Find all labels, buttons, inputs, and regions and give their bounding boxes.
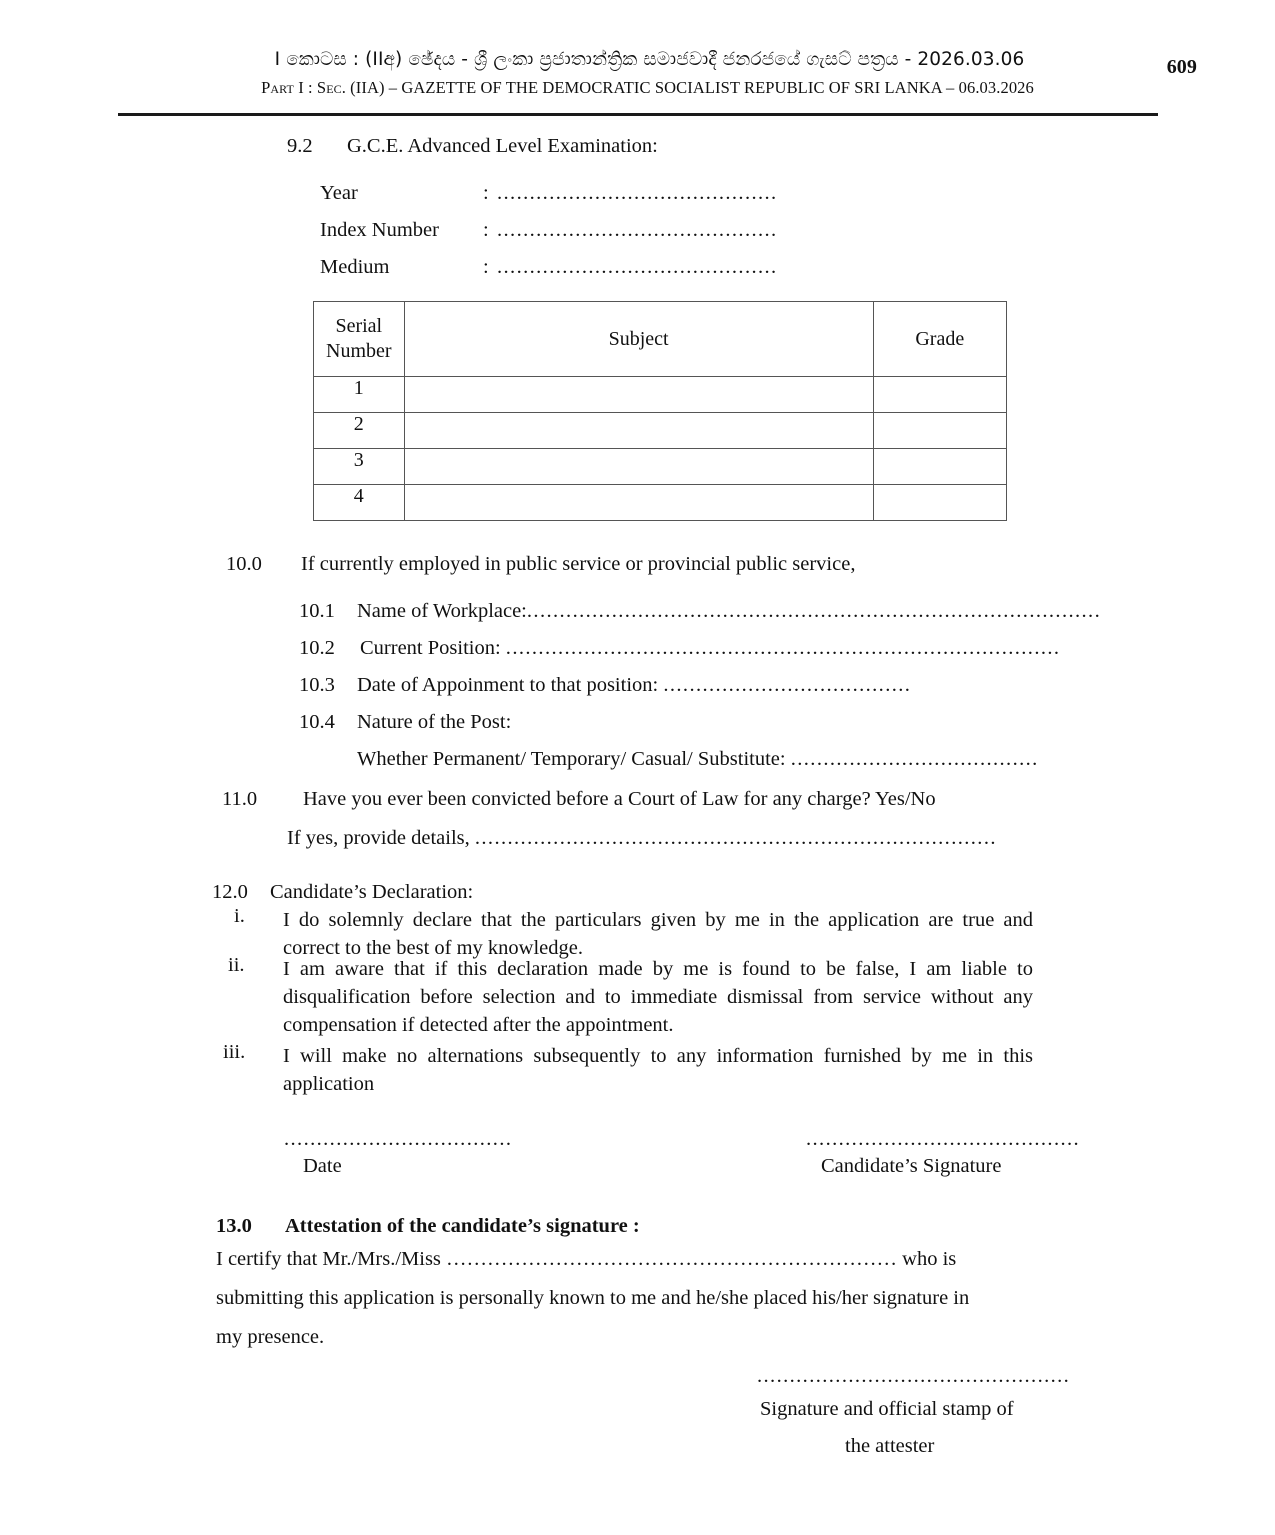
attestation-line-2: submitting this application is personally known to me and he/she placed his/her signature in bbox=[216, 1287, 970, 1309]
item-10-1-number: 10.1 bbox=[299, 600, 335, 622]
field-medium-label: Medium bbox=[320, 256, 390, 278]
header-divider bbox=[118, 113, 1158, 116]
section-13-title: Attestation of the candidate’s signature : bbox=[285, 1215, 640, 1237]
field-index-number-colon: : bbox=[483, 219, 489, 241]
table-cell-grade[interactable] bbox=[873, 377, 1006, 413]
table-cell-subject[interactable] bbox=[404, 449, 873, 485]
date-dotted-line[interactable]: ................................... bbox=[284, 1128, 513, 1150]
table-cell-grade[interactable] bbox=[873, 413, 1006, 449]
header-sinhala-line bbox=[0, 48, 1275, 78]
table-row bbox=[314, 449, 1007, 485]
table-body bbox=[314, 377, 1007, 521]
table-header-row bbox=[314, 302, 1007, 377]
table-cell-subject[interactable] bbox=[404, 413, 873, 449]
table-row bbox=[314, 413, 1007, 449]
section-11-followup-dots[interactable]: ................................................................................ bbox=[474, 827, 997, 849]
table-header-grade: Grade bbox=[873, 302, 1006, 377]
item-10-2-text: Current Position: bbox=[360, 637, 506, 659]
table-cell-serial: 2 bbox=[314, 413, 405, 449]
section-11-followup bbox=[287, 828, 997, 849]
table-cell-serial: 1 bbox=[314, 377, 405, 413]
candidate-signature-label: Candidate’s Signature bbox=[821, 1155, 1002, 1177]
table-row bbox=[314, 485, 1007, 521]
item-10-2-number: 10.2 bbox=[299, 637, 335, 659]
item-10-1-label bbox=[357, 601, 1101, 622]
field-medium-dots[interactable]: ........................................... bbox=[497, 256, 778, 278]
item-10-3-label bbox=[357, 675, 911, 696]
section-11-question: Have you ever been convicted before a Court of Law for any charge? Yes/No bbox=[303, 788, 936, 810]
field-index-number-dots[interactable]: ........................................... bbox=[497, 219, 778, 241]
table-header-subject: Subject bbox=[404, 302, 873, 377]
table-header-serial-number bbox=[314, 302, 405, 377]
table-cell-subject[interactable] bbox=[404, 377, 873, 413]
section-11-number: 11.0 bbox=[222, 788, 258, 810]
attester-label-line1: Signature and official stamp of bbox=[760, 1398, 1014, 1420]
attestation-certify-suffix: who is bbox=[897, 1248, 957, 1270]
table-row bbox=[314, 377, 1007, 413]
table-cell-serial: 4 bbox=[314, 485, 405, 521]
item-10-3-number: 10.3 bbox=[299, 674, 335, 696]
table-header-serial-line2: Number bbox=[326, 340, 392, 362]
field-medium-colon: : bbox=[483, 256, 489, 278]
item-10-2-label bbox=[360, 638, 1060, 659]
item-10-4-nature-dots[interactable]: ...................................... bbox=[790, 748, 1039, 770]
table-cell-grade[interactable] bbox=[873, 449, 1006, 485]
attestation-line-3: my presence. bbox=[216, 1326, 325, 1348]
declaration-item-i-marker: i. bbox=[234, 905, 245, 927]
declaration-item-ii-marker: ii. bbox=[228, 954, 245, 976]
table-cell-grade[interactable] bbox=[873, 485, 1006, 521]
item-10-1-dots[interactable]: ........................................................................................ bbox=[526, 600, 1102, 622]
section-10-title: If currently employed in public service or provincial public service, bbox=[301, 553, 856, 575]
field-index-number-label: Index Number bbox=[320, 219, 439, 241]
item-10-4-nature-line bbox=[357, 749, 1039, 770]
table-header-serial-line1: Serial bbox=[335, 315, 383, 337]
attestation-certify-prefix: I certify that Mr./Mrs./Miss bbox=[216, 1248, 447, 1270]
table-cell-serial: 3 bbox=[314, 449, 405, 485]
field-year-colon: : bbox=[483, 182, 489, 204]
section-12-title: Candidate’s Declaration: bbox=[270, 881, 474, 903]
attestation-certify-dots[interactable]: ………………………………………………………… bbox=[446, 1248, 898, 1270]
declaration-item-i-text: I do solemnly declare that the particulars given by me in the application are true and correct to the best of my knowledge. bbox=[283, 909, 1033, 959]
item-10-4-number: 10.4 bbox=[299, 711, 335, 733]
table-cell-subject[interactable] bbox=[404, 485, 873, 521]
section-12-number: 12.0 bbox=[212, 881, 248, 903]
section-11-followup-text: If yes, provide details, bbox=[287, 827, 475, 849]
declaration-item-ii-text: I am aware that if this declaration made by me is found to be false, I am liable to disqualification before selection and to immediate dismissal from service without any compensation if detected after the appointment. bbox=[283, 958, 1033, 1036]
declaration-item-iii-marker: iii. bbox=[223, 1041, 246, 1063]
field-year-dots[interactable]: ........................................... bbox=[497, 182, 778, 204]
declaration-item-iii-text: I will make no alternations subsequently to any information furnished by me in this application bbox=[283, 1045, 1033, 1095]
item-10-3-text: Date of Appoinment to that position: bbox=[357, 674, 664, 696]
field-year-label: Year bbox=[320, 182, 358, 204]
page-number: 609 bbox=[1166, 56, 1197, 78]
section-10-number: 10.0 bbox=[226, 553, 262, 575]
header-english-line: Part I : Sec. (IIA) – GAZETTE OF THE DEMOCRATIC SOCIALIST REPUBLIC OF SRI LANKA – 06.03.2026 bbox=[261, 78, 1034, 97]
header-sinhala-text: I කොටස : (IIඅ) ඡේදය - ශ්‍රී ලංකා ප්‍රජාතාන්ත්‍රික සමාජවාදී ජනරජයේ ගැසට් පත්‍රය - 2026.03.06 bbox=[274, 49, 1025, 70]
table-head bbox=[314, 302, 1007, 377]
item-10-4-nature-text: Whether Permanent/ Temporary/ Casual/ Substitute: bbox=[357, 748, 791, 770]
attestation-line-1 bbox=[216, 1249, 956, 1270]
item-10-3-dots[interactable]: ...................................... bbox=[663, 674, 912, 696]
al-subjects-table bbox=[313, 301, 1007, 521]
section-13-number: 13.0 bbox=[216, 1215, 252, 1237]
item-10-2-dots[interactable]: ..................................................................................... bbox=[505, 637, 1061, 659]
item-10-4-label: Nature of the Post: bbox=[357, 711, 512, 733]
section-9-2-title: G.C.E. Advanced Level Examination: bbox=[347, 135, 658, 157]
section-9-2-number: 9.2 bbox=[287, 135, 313, 157]
date-label: Date bbox=[303, 1155, 342, 1177]
item-10-1-text: Name of Workplace: bbox=[357, 600, 527, 622]
attester-label-line2: the attester bbox=[845, 1435, 935, 1457]
page-header bbox=[0, 48, 1275, 98]
attester-dotted-line[interactable]: ................................................ bbox=[757, 1365, 1071, 1387]
candidate-signature-dotted-line[interactable]: .......................................... bbox=[806, 1128, 1081, 1150]
